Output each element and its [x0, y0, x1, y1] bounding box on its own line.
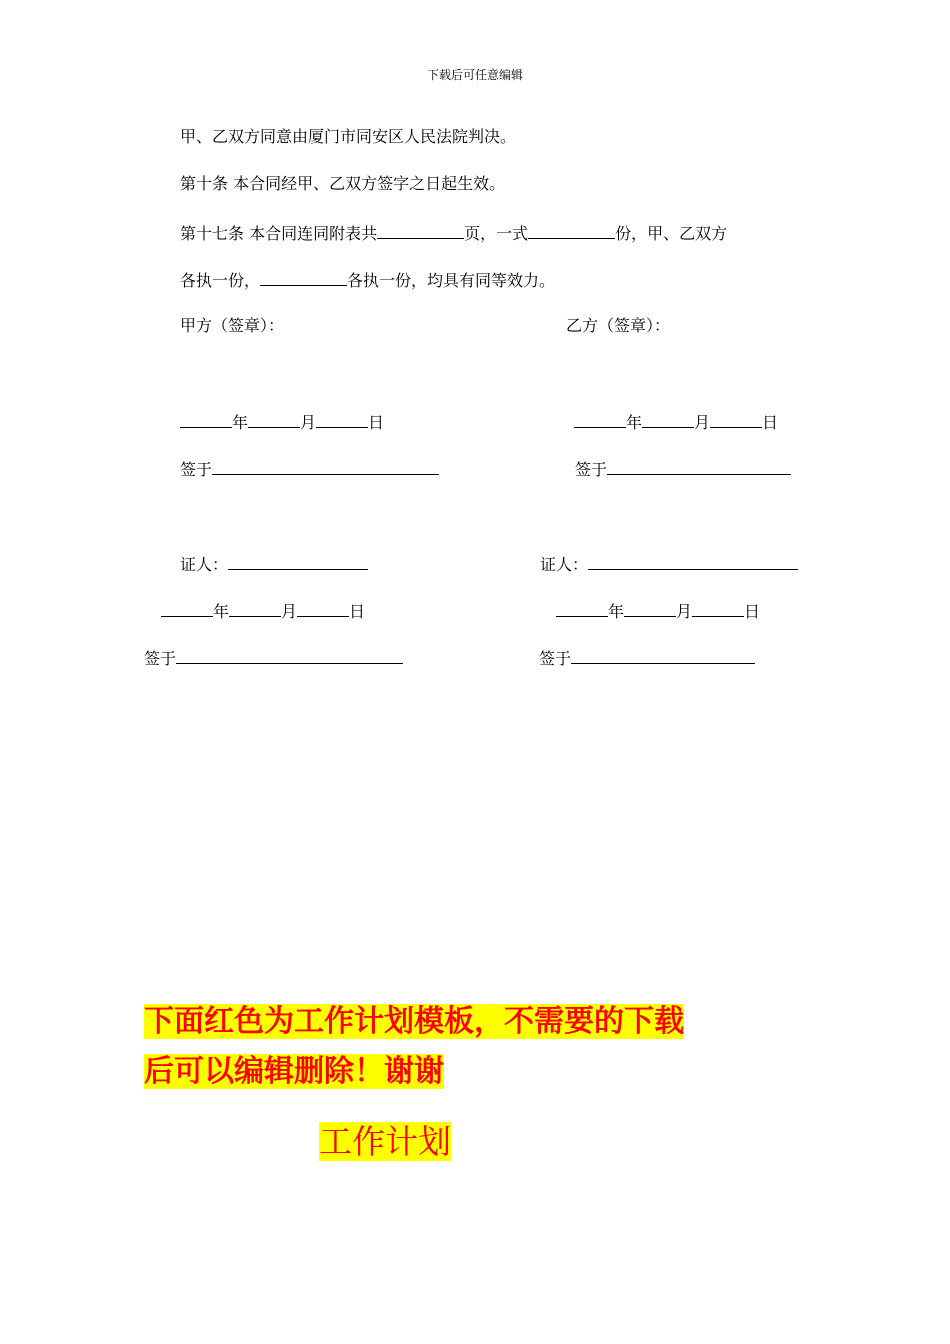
party-b-label: 乙方（签章）：	[566, 316, 671, 335]
signed-at-blank[interactable]	[571, 646, 755, 664]
signed-at-label: 签于	[539, 649, 572, 668]
plan-title	[319, 1122, 451, 1162]
signed-at-blank[interactable]	[212, 457, 439, 475]
clause-seventeen-text-a: 第十七条 本合同连同附表共	[180, 224, 378, 243]
month-blank[interactable]	[624, 599, 676, 617]
witness-a	[180, 552, 368, 575]
clause-seventeen-cont	[180, 268, 555, 291]
party-a-label: 甲方（签章）：	[180, 316, 285, 335]
witness-b-signed-at	[539, 646, 755, 669]
signed-at-label: 签于	[144, 649, 177, 668]
month-blank[interactable]	[229, 599, 281, 617]
day-label: 日	[368, 413, 385, 432]
signed-at-blank[interactable]	[607, 457, 791, 475]
signed-at-label: 签于	[575, 460, 608, 479]
month-label: 月	[300, 413, 317, 432]
clause-cont-text-a: 各执一份，	[180, 271, 261, 290]
holder-blank[interactable]	[260, 268, 347, 286]
party-b-date	[574, 410, 778, 433]
month-label: 月	[694, 413, 711, 432]
day-label: 日	[744, 602, 761, 621]
witness-a-date	[161, 599, 365, 622]
signed-at-blank[interactable]	[176, 646, 403, 664]
clause-seventeen-text-c: 份，甲、乙双方	[615, 224, 728, 243]
notice-line-1	[144, 1003, 684, 1041]
clause-seventeen-text-b: 页，一式	[464, 224, 529, 243]
witness-b-date	[556, 599, 760, 622]
page-header: 下载后可任意编辑	[426, 68, 523, 82]
month-blank[interactable]	[642, 410, 694, 428]
year-blank[interactable]	[180, 410, 232, 428]
year-label: 年	[626, 413, 643, 432]
party-a-date	[180, 410, 384, 433]
year-blank[interactable]	[556, 599, 608, 617]
day-label: 日	[762, 413, 779, 432]
witness-blank[interactable]	[588, 552, 798, 570]
day-blank[interactable]	[710, 410, 762, 428]
day-blank[interactable]	[316, 410, 368, 428]
day-label: 日	[349, 602, 366, 621]
witness-label: 证人：	[540, 555, 589, 574]
month-blank[interactable]	[248, 410, 300, 428]
copies-blank[interactable]	[528, 221, 615, 239]
day-blank[interactable]	[692, 599, 744, 617]
month-label: 月	[676, 602, 693, 621]
clause-ten: 第十条 本合同经甲、乙双方签字之日起生效。	[180, 174, 506, 193]
notice-line-1-text: 下面红色为工作计划模板，不需要的下载	[144, 1004, 684, 1039]
clause-seventeen	[180, 221, 727, 244]
witness-b	[540, 552, 798, 575]
witness-blank[interactable]	[228, 552, 368, 570]
clause-cont-text-b: 各执一份，均具有同等效力。	[347, 271, 556, 290]
notice-line-2-text: 后可以编辑删除！谢谢	[144, 1054, 444, 1089]
plan-title-text: 工作计划	[319, 1122, 451, 1161]
clause-judgment: 甲、乙双方同意由厦门市同安区人民法院判决。	[180, 127, 517, 146]
party-a-signed-at	[180, 457, 439, 480]
signed-at-label: 签于	[180, 460, 213, 479]
party-b-signed-at	[575, 457, 791, 480]
pages-blank[interactable]	[377, 221, 464, 239]
year-label: 年	[608, 602, 625, 621]
witness-a-signed-at	[144, 646, 403, 669]
day-blank[interactable]	[297, 599, 349, 617]
month-label: 月	[281, 602, 298, 621]
year-blank[interactable]	[161, 599, 213, 617]
year-blank[interactable]	[574, 410, 626, 428]
year-label: 年	[213, 602, 230, 621]
year-label: 年	[232, 413, 249, 432]
witness-label: 证人：	[180, 555, 229, 574]
notice-line-2	[144, 1053, 444, 1091]
